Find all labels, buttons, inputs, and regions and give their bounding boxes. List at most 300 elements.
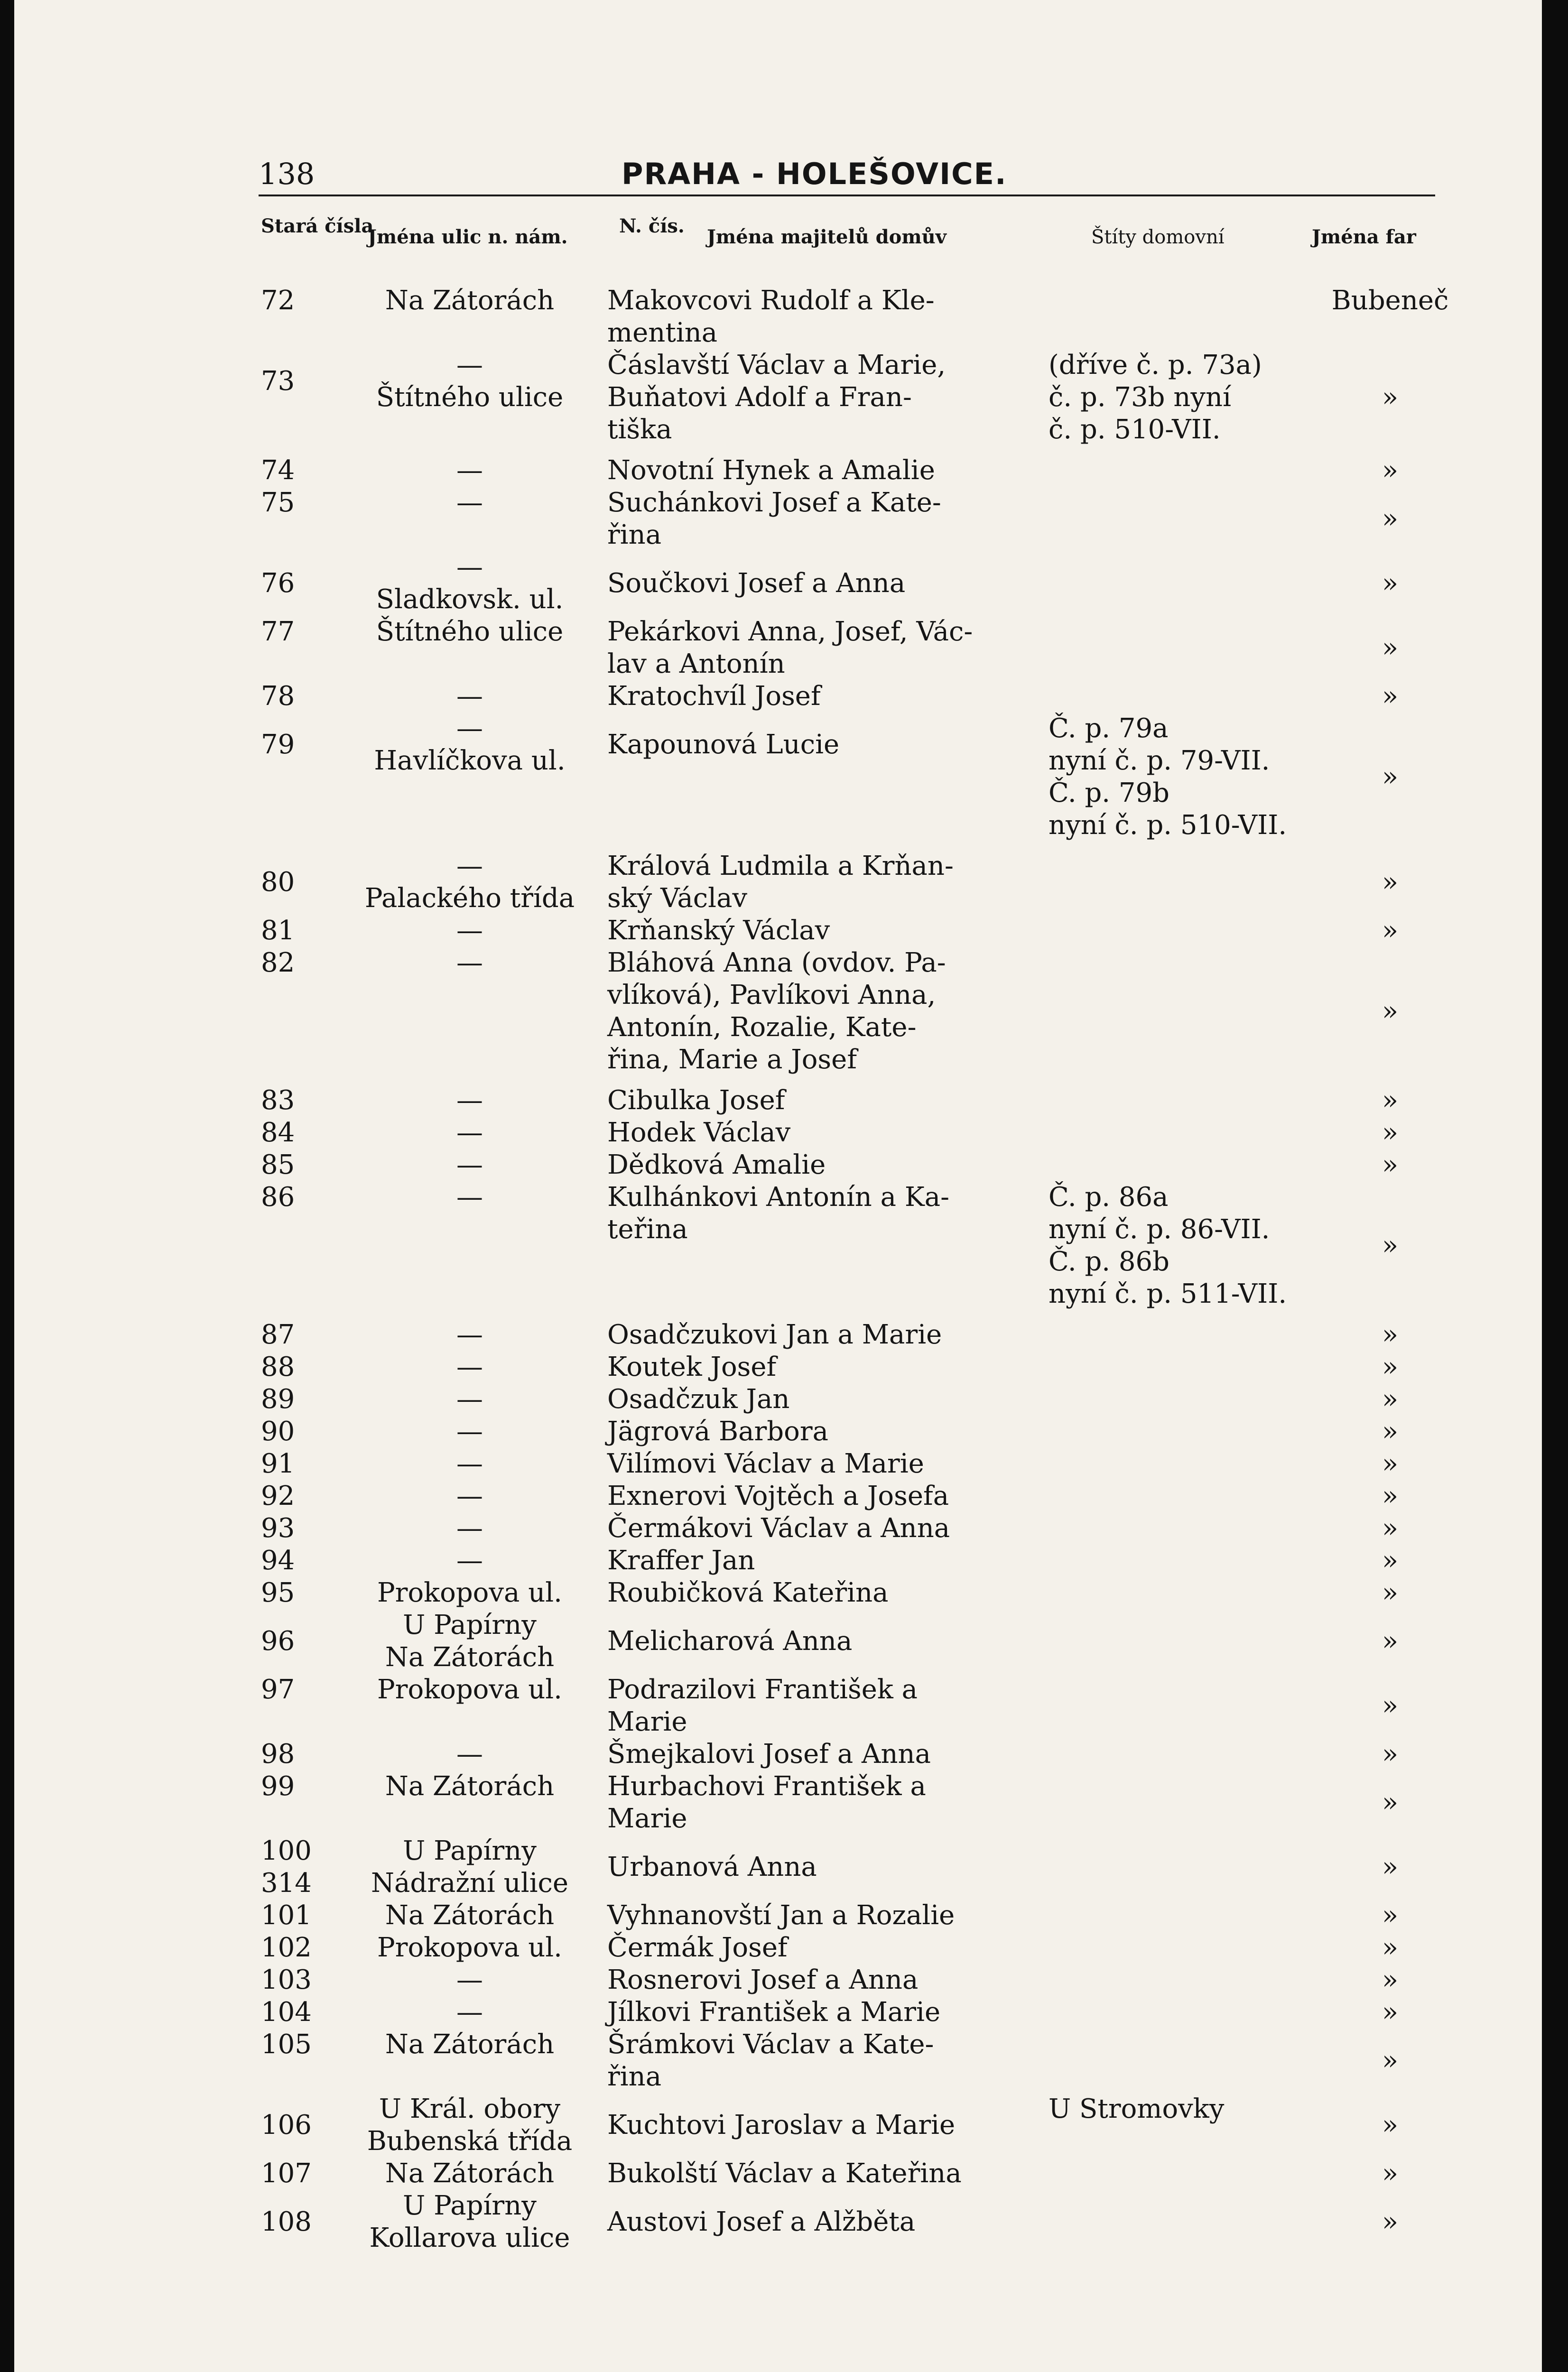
street-name-line: — — [456, 1545, 483, 1576]
old-number-line: 74 — [261, 455, 295, 486]
street-name-line: Nádražní ulice — [371, 1868, 569, 1899]
old-number-line: 83 — [261, 1085, 295, 1116]
owner-name — [607, 1625, 1034, 1658]
owner-name — [607, 2206, 1034, 2238]
street-name — [346, 2029, 593, 2061]
street-name-line: — — [456, 1448, 483, 1479]
old-number — [261, 1319, 342, 1351]
owner-name — [607, 1512, 1034, 1545]
owner-name-line: Exnerovi Vojtěch a Josefa — [607, 1481, 949, 1511]
street-name — [346, 947, 593, 979]
street-name — [346, 1149, 593, 1181]
old-number-line: 92 — [261, 1481, 295, 1511]
owner-name-line: řina — [607, 519, 662, 550]
old-number — [261, 1351, 342, 1383]
owner-name — [607, 1319, 1034, 1351]
old-number — [261, 1448, 342, 1480]
owner-name — [607, 1851, 1034, 1883]
owner-name-line: Čermákovi Václav a Anna — [607, 1513, 950, 1544]
col-header-parish: Jména far — [1312, 226, 1416, 248]
owner-name-line: Buňatovi Adolf a Fran- — [607, 382, 912, 413]
street-name-line: Na Zátorách — [385, 2029, 555, 2060]
old-number-line: 86 — [261, 1182, 295, 1213]
parish: » — [1382, 1513, 1399, 1544]
owner-name-line: Šrámkovi Václav a Kate- — [607, 2029, 934, 2060]
street-name — [346, 1416, 593, 1448]
parish: » — [1382, 1690, 1399, 1721]
owner-name — [607, 1480, 1034, 1512]
street-name-line: Sladkovsk. ul. — [376, 584, 564, 615]
house-sign-line: č. p. 73b nyní — [1048, 382, 1231, 413]
owner-name-line: Hurbachovi František a — [607, 1771, 926, 1802]
street-name — [346, 1577, 593, 1609]
owner-name-line: Králová Ludmila a Krňan- — [607, 851, 954, 881]
old-number-line: 98 — [261, 1739, 295, 1770]
parish: » — [1382, 2206, 1399, 2237]
old-number — [261, 1577, 342, 1609]
old-number-line: 104 — [261, 1997, 312, 2028]
old-number-line: 79 — [261, 729, 295, 760]
street-name-line: U Papírny — [403, 2190, 537, 2221]
street-name-line: Na Zátorách — [385, 1900, 555, 1931]
parish: » — [1382, 681, 1399, 712]
street-name-line: Prokopova ul. — [377, 1932, 562, 1963]
old-number-line: 106 — [261, 2110, 312, 2140]
street-name-line: — — [456, 1964, 483, 1995]
owner-name — [607, 1416, 1034, 1448]
street-name-line: Na Zátorách — [385, 285, 555, 316]
old-number — [261, 1181, 342, 1214]
owner-name — [607, 349, 1034, 446]
old-number — [261, 1117, 342, 1149]
street-name-line: — — [456, 487, 483, 518]
owner-name-line: Kratochvíl Josef — [607, 681, 821, 712]
parish: » — [1382, 2045, 1399, 2076]
owner-name — [607, 567, 1034, 600]
house-sign-line: č. p. 510-VII. — [1048, 414, 1221, 445]
house-sign — [1048, 713, 1357, 842]
old-number-line: 93 — [261, 1513, 295, 1544]
owner-name-line: Osadčzukovi Jan a Marie — [607, 1319, 942, 1350]
owner-name-line: Kraffer Jan — [607, 1545, 755, 1576]
old-number-line: 81 — [261, 915, 295, 946]
owner-name — [607, 1964, 1034, 1996]
owner-name-line: Jägrová Barbora — [607, 1416, 829, 1447]
col-header-streets: Jména ulic n. nám. — [368, 226, 568, 248]
street-name-line: Na Zátorách — [385, 1771, 555, 1802]
owner-name-line: tiška — [607, 414, 672, 445]
owner-name — [607, 729, 1034, 761]
owner-name — [607, 1149, 1034, 1181]
street-name — [346, 1319, 593, 1351]
street-name — [346, 2158, 593, 2190]
house-sign-line: Č. p. 79b — [1048, 778, 1170, 808]
owner-name-line: Šmejkalovi Josef a Anna — [607, 1739, 931, 1770]
street-name — [346, 1738, 593, 1770]
street-name — [346, 1964, 593, 1996]
parish: » — [1382, 1739, 1399, 1770]
col-header-owners: Jména majitelů domův — [707, 226, 946, 248]
owner-name-line: Čermák Josef — [607, 1932, 788, 1963]
street-name — [346, 1932, 593, 1964]
owner-name-line: Austovi Josef a Alžběta — [607, 2206, 916, 2237]
house-sign-line: (dříve č. p. 73a) — [1048, 350, 1262, 380]
old-number — [261, 2109, 342, 2141]
owner-name — [607, 487, 1034, 551]
old-number-line: 90 — [261, 1416, 295, 1447]
parish: » — [1382, 2110, 1399, 2140]
street-name-line: Na Zátorách — [385, 1642, 555, 1673]
old-number — [261, 2158, 342, 2190]
street-name-line: Havlíčkova ul. — [374, 745, 566, 776]
old-number — [261, 947, 342, 979]
street-name-line: — — [456, 455, 483, 486]
old-number — [261, 1899, 342, 1932]
old-number-line: 78 — [261, 681, 295, 712]
old-number — [261, 866, 342, 899]
old-number-line: 97 — [261, 1674, 295, 1705]
owner-name-line: Hodek Václav — [607, 1117, 791, 1148]
owner-name-line: Kuchtovi Jaroslav a Marie — [607, 2110, 956, 2140]
old-number-line: 105 — [261, 2029, 312, 2060]
parish: » — [1382, 1964, 1399, 1995]
house-sign-line: U Stromovky — [1048, 2094, 1225, 2124]
old-number — [261, 1084, 342, 1117]
old-number — [261, 1835, 342, 1899]
street-name — [346, 487, 593, 519]
owner-name-line: Koutek Josef — [607, 1352, 777, 1382]
street-name-line: — — [456, 713, 483, 744]
old-number — [261, 1964, 342, 1996]
parish: Bubeneč — [1331, 285, 1449, 316]
street-name-line: — — [456, 1352, 483, 1382]
owner-name-line: Podrazilovi František a — [607, 1674, 918, 1705]
house-sign-line: nyní č. p. 510-VII. — [1048, 810, 1287, 841]
old-number — [261, 616, 342, 648]
house-sign — [1048, 349, 1357, 446]
street-name-line: — — [456, 681, 483, 712]
owner-name-line: Suchánkovi Josef a Kate- — [607, 487, 941, 518]
parish: » — [1382, 1997, 1399, 2028]
street-name — [346, 850, 593, 915]
owner-name-line: Makovcovi Rudolf a Kle- — [607, 285, 935, 316]
owner-name — [607, 2158, 1034, 2190]
street-name — [346, 1609, 593, 1674]
street-name — [346, 1480, 593, 1512]
old-number-line: 89 — [261, 1384, 295, 1415]
street-name — [346, 349, 593, 414]
parish: » — [1382, 1230, 1399, 1261]
parish: » — [1382, 632, 1399, 663]
parish: » — [1382, 1852, 1399, 1882]
street-name — [346, 713, 593, 777]
street-name-line: — — [456, 1416, 483, 1447]
owner-name-line: Rosnerovi Josef a Anna — [607, 1964, 919, 1995]
house-sign-line: nyní č. p. 86-VII. — [1048, 1214, 1270, 1245]
page-number: 138 — [259, 157, 315, 191]
old-number-line: 84 — [261, 1117, 295, 1148]
street-name-line: — — [456, 915, 483, 946]
parish: » — [1382, 1900, 1399, 1931]
street-name-line: — — [456, 1481, 483, 1511]
parish: » — [1382, 1117, 1399, 1148]
street-name-line: Prokopova ul. — [377, 1577, 562, 1608]
parish: » — [1382, 503, 1399, 534]
owner-name-line: Roubičková Kateřina — [607, 1577, 889, 1608]
col-header-new-numbers: N. čís. — [619, 215, 685, 237]
owner-name-line: vlíková), Pavlíkovi Anna, — [607, 980, 936, 1010]
street-name-line: U Papírny — [403, 1610, 537, 1640]
parish: » — [1382, 1481, 1399, 1511]
street-name — [346, 1512, 593, 1545]
parish: » — [1382, 1545, 1399, 1576]
owner-name-line: teřina — [607, 1214, 688, 1245]
street-name — [346, 551, 593, 616]
street-name — [346, 454, 593, 487]
old-number — [261, 1512, 342, 1545]
street-name — [346, 285, 593, 317]
street-name-line: Prokopova ul. — [377, 1674, 562, 1705]
street-name-line: — — [456, 1182, 483, 1213]
parish: » — [1382, 2158, 1399, 2189]
owner-name-line: Osadčzuk Jan — [607, 1384, 790, 1415]
street-name-line: U Papírny — [403, 1835, 537, 1866]
owner-name-line: Jílkovi František a Marie — [607, 1997, 941, 2028]
owner-name-line: Kapounová Lucie — [607, 729, 840, 760]
old-number-line: 99 — [261, 1771, 295, 1802]
owner-name — [607, 1181, 1034, 1246]
street-name — [346, 1899, 593, 1932]
house-sign-line: Č. p. 86b — [1048, 1246, 1170, 1277]
owner-name — [607, 1770, 1034, 1835]
old-number-line: 102 — [261, 1932, 312, 1963]
old-number-line: 73 — [261, 366, 295, 397]
old-number — [261, 915, 342, 947]
old-number — [261, 365, 342, 398]
owner-name — [607, 1738, 1034, 1770]
owner-name — [607, 454, 1034, 487]
old-number — [261, 1932, 342, 1964]
owner-name — [607, 1996, 1034, 2029]
old-number-line: 76 — [261, 568, 295, 599]
owner-name — [607, 1932, 1034, 1964]
street-name — [346, 2190, 593, 2254]
parish: » — [1382, 867, 1399, 898]
owner-name — [607, 616, 1034, 680]
col-header-old-numbers: Stará čísla — [261, 215, 374, 237]
old-number-line: 100 — [261, 1835, 312, 1866]
street-name — [346, 680, 593, 713]
street-name-line: Na Zátorách — [385, 2158, 555, 2189]
owner-name-line: Krňanský Václav — [607, 915, 830, 946]
old-number-line: 107 — [261, 2158, 312, 2189]
owner-name-line: Pekárkovi Anna, Josef, Vác- — [607, 616, 973, 647]
old-number — [261, 1770, 342, 1803]
owner-name-line: mentina — [607, 317, 718, 348]
old-number — [261, 2206, 342, 2238]
street-name-line: — — [456, 1384, 483, 1415]
street-name-line: — — [456, 1997, 483, 2028]
old-number-line: 101 — [261, 1900, 312, 1931]
owner-name — [607, 1899, 1034, 1932]
street-name — [346, 1545, 593, 1577]
street-name — [346, 1181, 593, 1214]
street-name-line: Kollarova ulice — [369, 2223, 570, 2253]
old-number — [261, 1674, 342, 1706]
street-name — [346, 1770, 593, 1803]
owner-name-line: lav a Antonín — [607, 649, 785, 679]
old-number — [261, 729, 342, 761]
street-name-line: — — [456, 1739, 483, 1770]
parish: » — [1382, 1149, 1399, 1180]
street-name — [346, 2093, 593, 2158]
owner-name-line: Vilímovi Václav a Marie — [607, 1448, 924, 1479]
old-number — [261, 567, 342, 600]
street-name-line: U Král. obory — [379, 2094, 561, 2124]
owner-name-line: Čáslavští Václav a Marie, — [607, 350, 946, 380]
street-name-line: — — [456, 1513, 483, 1544]
street-name-line: — — [456, 947, 483, 978]
parish: » — [1382, 996, 1399, 1027]
house-sign-line: Č. p. 79a — [1048, 713, 1169, 744]
owner-name — [607, 285, 1034, 349]
street-name — [346, 915, 593, 947]
old-number-line: 108 — [261, 2206, 312, 2237]
owner-name-line: Novotní Hynek a Amalie — [607, 455, 935, 486]
owner-name-line: Urbanová Anna — [607, 1852, 817, 1882]
old-number — [261, 1738, 342, 1770]
street-name-line: — — [456, 1149, 483, 1180]
old-number — [261, 680, 342, 713]
street-name-line: — — [456, 851, 483, 881]
owner-name — [607, 2029, 1034, 2093]
parish: » — [1382, 761, 1399, 792]
old-number-line: 96 — [261, 1626, 295, 1657]
street-name-line: — — [456, 552, 483, 583]
owner-name-line: Marie — [607, 1706, 687, 1737]
old-number — [261, 1625, 342, 1658]
street-name — [346, 1996, 593, 2029]
street-name — [346, 1674, 593, 1706]
house-sign-line: nyní č. p. 79-VII. — [1048, 745, 1270, 776]
owner-name-line: Vyhnanovští Jan a Rozalie — [607, 1900, 955, 1931]
owner-name — [607, 850, 1034, 915]
old-number-line: 85 — [261, 1149, 295, 1180]
old-number-line: 82 — [261, 947, 295, 978]
old-number — [261, 1996, 342, 2029]
old-number — [261, 285, 342, 317]
parish: » — [1382, 1352, 1399, 1382]
owner-name-line: Bukolští Václav a Kateřina — [607, 2158, 962, 2189]
street-name — [346, 616, 593, 648]
page — [14, 0, 1542, 2372]
street-name-line: — — [456, 1319, 483, 1350]
owner-name-line: Marie — [607, 1803, 687, 1834]
owner-name — [607, 1084, 1034, 1117]
parish: » — [1382, 1787, 1399, 1818]
owner-name-line: Melicharová Anna — [607, 1626, 853, 1657]
owner-name-line: Dědková Amalie — [607, 1149, 826, 1180]
street-name — [346, 1448, 593, 1480]
old-number — [261, 487, 342, 519]
owner-name — [607, 947, 1034, 1076]
parish: » — [1382, 1932, 1399, 1963]
old-number — [261, 454, 342, 487]
owner-name — [607, 2109, 1034, 2141]
old-number-line: 88 — [261, 1352, 295, 1382]
old-number-line: 95 — [261, 1577, 295, 1608]
owner-name-line: Součkovi Josef a Anna — [607, 568, 906, 599]
parish: » — [1382, 1319, 1399, 1350]
street-name-line: Štítného ulice — [376, 382, 564, 413]
owner-name-line: Cibulka Josef — [607, 1085, 785, 1116]
parish: » — [1382, 382, 1399, 413]
house-sign-line: Č. p. 86a — [1048, 1182, 1169, 1213]
street-name-line: Palackého třída — [364, 883, 575, 914]
old-number — [261, 2029, 342, 2061]
page-title: PRAHA - HOLEŠOVICE. — [622, 157, 1007, 191]
header-rule — [259, 195, 1435, 196]
old-number — [261, 1416, 342, 1448]
old-number-line: 72 — [261, 285, 295, 316]
owner-name — [607, 1545, 1034, 1577]
owner-name-line: ský Václav — [607, 883, 748, 914]
parish: » — [1382, 455, 1399, 486]
parish: » — [1382, 915, 1399, 946]
street-name — [346, 1084, 593, 1117]
owner-name — [607, 915, 1034, 947]
street-name — [346, 1383, 593, 1416]
street-name-line: — — [456, 1085, 483, 1116]
old-number-line: 103 — [261, 1964, 312, 1995]
parish: » — [1382, 1626, 1399, 1657]
street-name — [346, 1117, 593, 1149]
street-name — [346, 1351, 593, 1383]
parish: » — [1382, 1085, 1399, 1116]
old-number-line: 75 — [261, 487, 295, 518]
old-number-line: 91 — [261, 1448, 295, 1479]
owner-name-line: řina — [607, 2061, 662, 2092]
owner-name — [607, 1577, 1034, 1609]
old-number-line: 314 — [261, 1868, 312, 1899]
old-number — [261, 1480, 342, 1512]
old-number-line: 94 — [261, 1545, 295, 1576]
col-header-house-signs: Štíty domovní — [1091, 226, 1225, 248]
page-header — [14, 152, 1542, 199]
owner-name — [607, 1117, 1034, 1149]
old-number-line: 87 — [261, 1319, 295, 1350]
owner-name — [607, 1448, 1034, 1480]
street-name-line: Bubenská třída — [367, 2126, 573, 2157]
house-sign — [1048, 1181, 1357, 1310]
parish: » — [1382, 1448, 1399, 1479]
owner-name — [607, 1383, 1034, 1416]
owner-name — [607, 680, 1034, 713]
parish: » — [1382, 1577, 1399, 1608]
street-name-line: Štítného ulice — [376, 616, 564, 647]
owner-name-line: Antonín, Rozalie, Kate- — [607, 1012, 917, 1043]
owner-name — [607, 1674, 1034, 1738]
owner-name — [607, 1351, 1034, 1383]
house-sign — [1048, 2093, 1357, 2125]
old-number — [261, 1149, 342, 1181]
parish: » — [1382, 568, 1399, 599]
street-name-line: — — [456, 350, 483, 380]
old-number-line: 77 — [261, 616, 295, 647]
parish: » — [1382, 1384, 1399, 1415]
old-number — [261, 1545, 342, 1577]
owner-name-line: Bláhová Anna (ovdov. Pa- — [607, 947, 946, 978]
